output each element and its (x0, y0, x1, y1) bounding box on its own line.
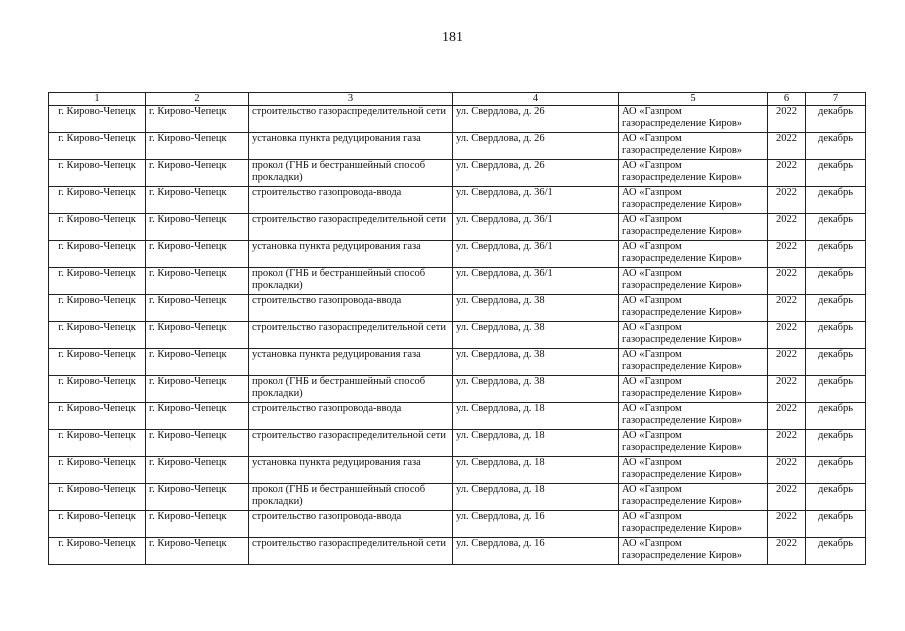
locality-cell: г. Кирово-Чепецк (146, 457, 249, 484)
address-cell: ул. Свердлова, д. 36/1 (453, 214, 619, 241)
region-cell: г. Кирово-Чепецк (49, 376, 146, 403)
year-cell: 2022 (768, 295, 806, 322)
locality-cell: г. Кирово-Чепецк (146, 295, 249, 322)
organization-cell: АО «Газпром газораспределение Киров» (619, 376, 768, 403)
work-type-cell: строительство газопровода-ввода (249, 187, 453, 214)
region-cell: г. Кирово-Чепецк (49, 160, 146, 187)
region-cell: г. Кирово-Чепецк (49, 187, 146, 214)
column-header-1: 1 (49, 93, 146, 106)
organization-cell: АО «Газпром газораспределение Киров» (619, 322, 768, 349)
region-cell: г. Кирово-Чепецк (49, 403, 146, 430)
table-row (49, 430, 866, 457)
table-row (49, 133, 866, 160)
table-row (49, 214, 866, 241)
year-cell: 2022 (768, 484, 806, 511)
table-row (49, 160, 866, 187)
address-cell: ул. Свердлова, д. 38 (453, 349, 619, 376)
work-type-cell: строительство газораспределительной сети (249, 430, 453, 457)
column-header-3: 3 (249, 93, 453, 106)
year-cell: 2022 (768, 322, 806, 349)
address-cell: ул. Свердлова, д. 26 (453, 133, 619, 160)
year-cell: 2022 (768, 457, 806, 484)
region-cell: г. Кирово-Чепецк (49, 430, 146, 457)
locality-cell: г. Кирово-Чепецк (146, 484, 249, 511)
year-cell: 2022 (768, 403, 806, 430)
year-cell: 2022 (768, 268, 806, 295)
table-row (49, 511, 866, 538)
organization-cell: АО «Газпром газораспределение Киров» (619, 268, 768, 295)
locality-cell: г. Кирово-Чепецк (146, 349, 249, 376)
work-type-cell: прокол (ГНБ и бестраншейный способ прокладки) (249, 376, 453, 403)
work-type-cell: установка пункта редуцирования газа (249, 241, 453, 268)
page-number: 181 (442, 30, 463, 45)
locality-cell: г. Кирово-Чепецк (146, 160, 249, 187)
organization-cell: АО «Газпром газораспределение Киров» (619, 214, 768, 241)
address-cell: ул. Свердлова, д. 38 (453, 295, 619, 322)
region-cell: г. Кирово-Чепецк (49, 214, 146, 241)
address-cell: ул. Свердлова, д. 16 (453, 538, 619, 565)
year-cell: 2022 (768, 133, 806, 160)
region-cell: г. Кирово-Чепецк (49, 511, 146, 538)
month-cell: декабрь (806, 241, 866, 268)
work-type-cell: строительство газопровода-ввода (249, 295, 453, 322)
month-cell: декабрь (806, 106, 866, 133)
locality-cell: г. Кирово-Чепецк (146, 106, 249, 133)
organization-cell: АО «Газпром газораспределение Киров» (619, 484, 768, 511)
address-cell: ул. Свердлова, д. 36/1 (453, 241, 619, 268)
table-row (49, 349, 866, 376)
region-cell: г. Кирово-Чепецк (49, 322, 146, 349)
address-cell: ул. Свердлова, д. 36/1 (453, 187, 619, 214)
work-type-cell: установка пункта редуцирования газа (249, 349, 453, 376)
table-row (49, 295, 866, 322)
organization-cell: АО «Газпром газораспределение Киров» (619, 295, 768, 322)
locality-cell: г. Кирово-Чепецк (146, 241, 249, 268)
organization-cell: АО «Газпром газораспределение Киров» (619, 403, 768, 430)
locality-cell: г. Кирово-Чепецк (146, 322, 249, 349)
year-cell: 2022 (768, 349, 806, 376)
table-row (49, 106, 866, 133)
table-row (49, 376, 866, 403)
organization-cell: АО «Газпром газораспределение Киров» (619, 241, 768, 268)
table-row (49, 538, 866, 565)
column-header-5: 5 (619, 93, 768, 106)
locality-cell: г. Кирово-Чепецк (146, 187, 249, 214)
locality-cell: г. Кирово-Чепецк (146, 538, 249, 565)
header-row (49, 93, 866, 106)
year-cell: 2022 (768, 214, 806, 241)
month-cell: декабрь (806, 349, 866, 376)
year-cell: 2022 (768, 187, 806, 214)
region-cell: г. Кирово-Чепецк (49, 484, 146, 511)
table-row (49, 322, 866, 349)
address-cell: ул. Свердлова, д. 38 (453, 376, 619, 403)
locality-cell: г. Кирово-Чепецк (146, 268, 249, 295)
region-cell: г. Кирово-Чепецк (49, 133, 146, 160)
table-row (49, 268, 866, 295)
organization-cell: АО «Газпром газораспределение Киров» (619, 349, 768, 376)
gasification-table (48, 92, 866, 565)
work-type-cell: установка пункта редуцирования газа (249, 457, 453, 484)
locality-cell: г. Кирово-Чепецк (146, 133, 249, 160)
month-cell: декабрь (806, 403, 866, 430)
month-cell: декабрь (806, 160, 866, 187)
table-header (49, 93, 866, 106)
work-type-cell: строительство газораспределительной сети (249, 322, 453, 349)
region-cell: г. Кирово-Чепецк (49, 268, 146, 295)
column-header-2: 2 (146, 93, 249, 106)
organization-cell: АО «Газпром газораспределение Киров» (619, 538, 768, 565)
address-cell: ул. Свердлова, д. 26 (453, 160, 619, 187)
column-header-7: 7 (806, 93, 866, 106)
month-cell: декабрь (806, 430, 866, 457)
address-cell: ул. Свердлова, д. 38 (453, 322, 619, 349)
address-cell: ул. Свердлова, д. 16 (453, 511, 619, 538)
month-cell: декабрь (806, 376, 866, 403)
month-cell: декабрь (806, 214, 866, 241)
region-cell: г. Кирово-Чепецк (49, 241, 146, 268)
work-type-cell: прокол (ГНБ и бестраншейный способ прокладки) (249, 484, 453, 511)
locality-cell: г. Кирово-Чепецк (146, 403, 249, 430)
year-cell: 2022 (768, 241, 806, 268)
region-cell: г. Кирово-Чепецк (49, 538, 146, 565)
region-cell: г. Кирово-Чепецк (49, 457, 146, 484)
organization-cell: АО «Газпром газораспределение Киров» (619, 511, 768, 538)
organization-cell: АО «Газпром газораспределение Киров» (619, 430, 768, 457)
work-type-cell: прокол (ГНБ и бестраншейный способ прокладки) (249, 268, 453, 295)
address-cell: ул. Свердлова, д. 18 (453, 484, 619, 511)
year-cell: 2022 (768, 430, 806, 457)
year-cell: 2022 (768, 376, 806, 403)
column-header-6: 6 (768, 93, 806, 106)
month-cell: декабрь (806, 511, 866, 538)
work-type-cell: строительство газораспределительной сети (249, 538, 453, 565)
month-cell: декабрь (806, 484, 866, 511)
locality-cell: г. Кирово-Чепецк (146, 214, 249, 241)
address-cell: ул. Свердлова, д. 18 (453, 403, 619, 430)
organization-cell: АО «Газпром газораспределение Киров» (619, 160, 768, 187)
table-row (49, 241, 866, 268)
month-cell: декабрь (806, 268, 866, 295)
organization-cell: АО «Газпром газораспределение Киров» (619, 457, 768, 484)
work-type-cell: строительство газопровода-ввода (249, 511, 453, 538)
locality-cell: г. Кирово-Чепецк (146, 376, 249, 403)
work-type-cell: строительство газораспределительной сети (249, 106, 453, 133)
year-cell: 2022 (768, 160, 806, 187)
work-type-cell: строительство газопровода-ввода (249, 403, 453, 430)
year-cell: 2022 (768, 106, 806, 133)
table-body (49, 106, 866, 565)
address-cell: ул. Свердлова, д. 36/1 (453, 268, 619, 295)
organization-cell: АО «Газпром газораспределение Киров» (619, 133, 768, 160)
year-cell: 2022 (768, 538, 806, 565)
table-row (49, 403, 866, 430)
month-cell: декабрь (806, 457, 866, 484)
month-cell: декабрь (806, 187, 866, 214)
month-cell: декабрь (806, 295, 866, 322)
month-cell: декабрь (806, 133, 866, 160)
table-row (49, 187, 866, 214)
address-cell: ул. Свердлова, д. 18 (453, 430, 619, 457)
region-cell: г. Кирово-Чепецк (49, 349, 146, 376)
organization-cell: АО «Газпром газораспределение Киров» (619, 106, 768, 133)
locality-cell: г. Кирово-Чепецк (146, 511, 249, 538)
work-type-cell: прокол (ГНБ и бестраншейный способ прокладки) (249, 160, 453, 187)
locality-cell: г. Кирово-Чепецк (146, 430, 249, 457)
month-cell: декабрь (806, 538, 866, 565)
table-row (49, 457, 866, 484)
column-header-4: 4 (453, 93, 619, 106)
region-cell: г. Кирово-Чепецк (49, 295, 146, 322)
region-cell: г. Кирово-Чепецк (49, 106, 146, 133)
organization-cell: АО «Газпром газораспределение Киров» (619, 187, 768, 214)
address-cell: ул. Свердлова, д. 26 (453, 106, 619, 133)
month-cell: декабрь (806, 322, 866, 349)
table-row (49, 484, 866, 511)
work-type-cell: установка пункта редуцирования газа (249, 133, 453, 160)
year-cell: 2022 (768, 511, 806, 538)
address-cell: ул. Свердлова, д. 18 (453, 457, 619, 484)
work-type-cell: строительство газораспределительной сети (249, 214, 453, 241)
